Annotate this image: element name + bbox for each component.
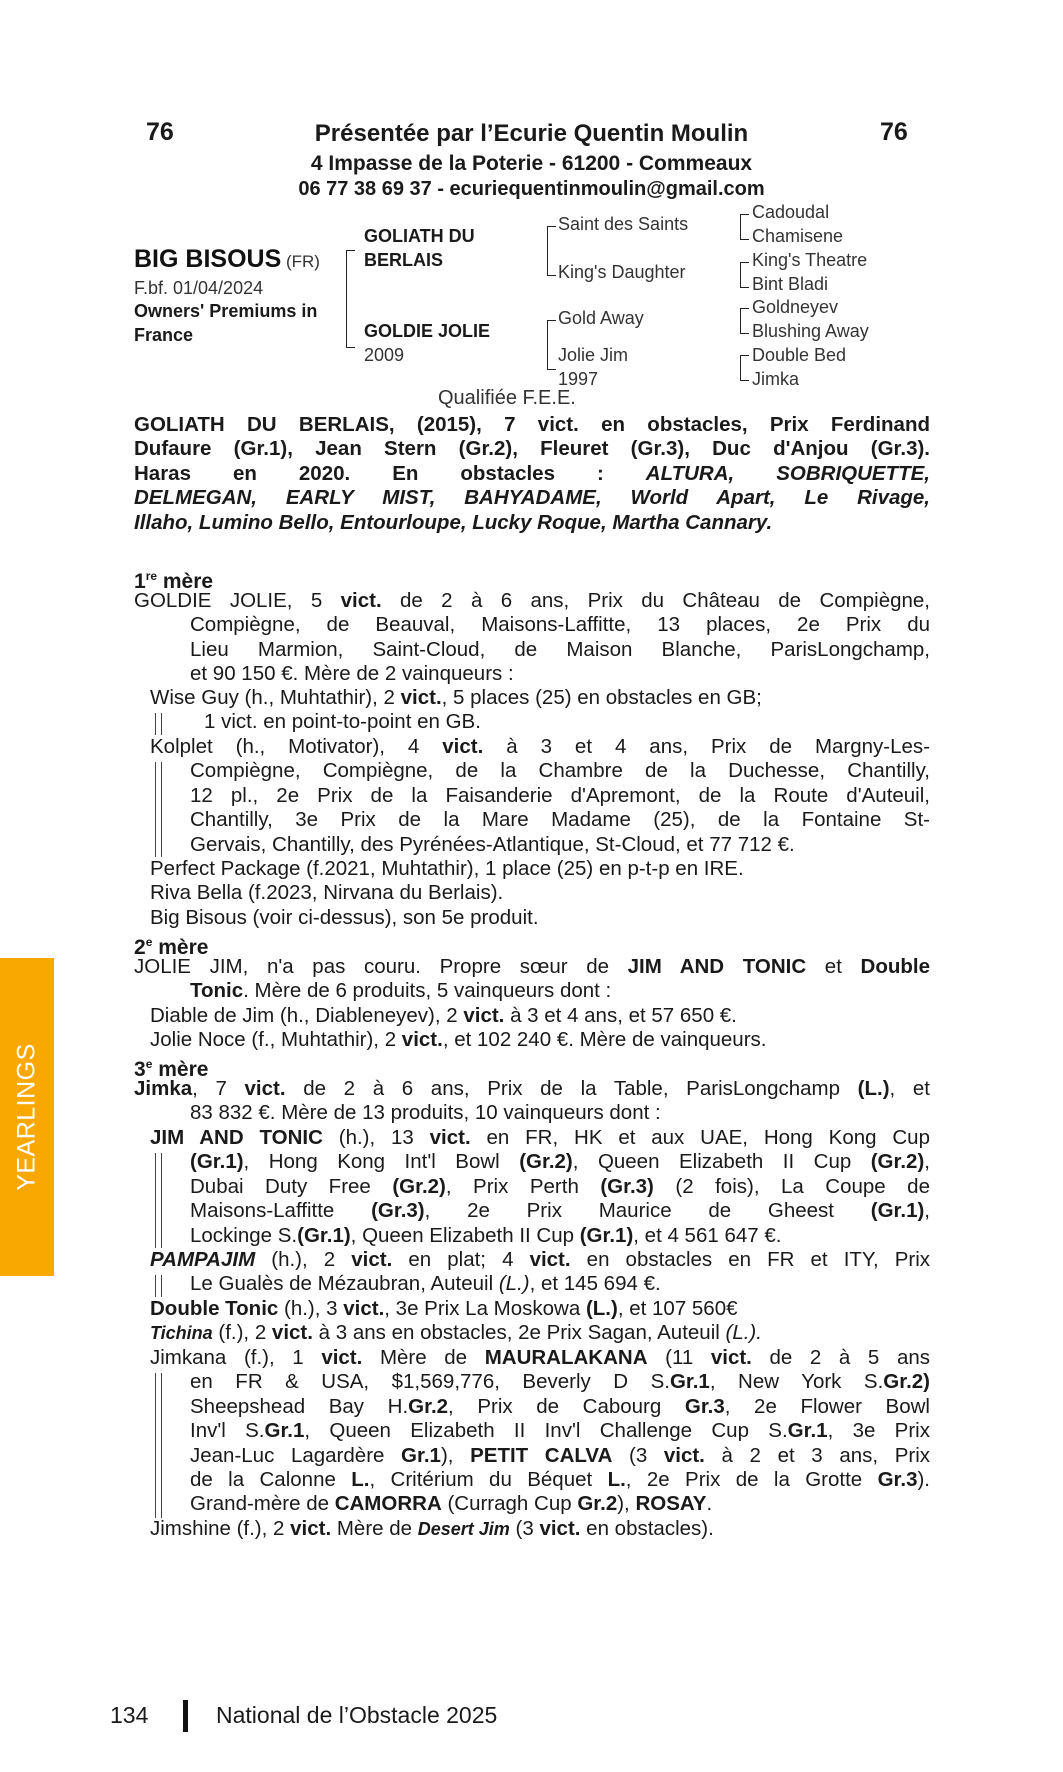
bracket-sire-dam bbox=[346, 250, 355, 348]
horse-details: F.bf. 01/04/2024 bbox=[134, 278, 264, 298]
sire-line-2: BERLAIS bbox=[364, 250, 444, 270]
offspring-diable-de-jim: Diable de Jim (h., Diableneyev), 2 vict. à 3 et 4 ans, et 57 650 €. bbox=[150, 1004, 737, 1027]
ggp-3: King's Theatre bbox=[752, 250, 868, 270]
ggp-2: Chamisene bbox=[752, 226, 844, 246]
presenter: Présentée par l’Ecurie Quentin Moulin bbox=[314, 120, 749, 147]
second-dam-entry: JOLIE JIM, n'a pas couru. Propre sœur de JIM AND TONIC et Double Tonic. Mère de 6 produits, 5 vainqueurs dont : bbox=[134, 955, 930, 1003]
ggp-7: Double Bed bbox=[752, 345, 847, 365]
bracket-g3 bbox=[740, 308, 749, 334]
offspring-pampajim: PAMPAJIM (h.), 2 vict. en plat; 4 vict. en obstacles en FR et ITY, Prix Le Gualès de Mézaubran, Auteuil (L.), et 145 694 €. bbox=[150, 1248, 931, 1296]
second-dam-heading: 2e mère bbox=[134, 935, 209, 959]
offspring-big-bisous: Big Bisous (voir ci-dessus), son 5e produit. bbox=[150, 906, 539, 929]
footer-divider bbox=[183, 1700, 188, 1732]
sire-sire: Saint des Saints bbox=[558, 214, 689, 234]
offspring-jimshine: Jimshine (f.), 2 vict. Mère de Desert Jim (3 vict. en obstacles). bbox=[150, 1517, 714, 1540]
sire-summary: GOLIATH DU BERLAIS, (2015), 7 vict. en obstacles, Prix Ferdinand Dufaure (Gr.1), Jean Stern (Gr.2), Fleuret (Gr.3), Duc d'Anjou (Gr.3). Haras en 2020. En obstacles : ALTURA, SOBRIQUETTE, DELMEGAN, EARLY MIST, BAHYADAME, World Apart, Le Rivage, Illaho, Lumino Bello, Entourloupe, Lucky Roque, Martha Cannary. bbox=[134, 413, 930, 534]
third-dam-heading: 3e mère bbox=[134, 1057, 209, 1081]
dam-sire: Gold Away bbox=[558, 308, 644, 328]
publication-title: National de l’Obstacle 2025 bbox=[216, 1702, 498, 1728]
sire-dam: King's Daughter bbox=[558, 262, 686, 282]
qualification: Qualifiée F.E.E. bbox=[438, 387, 576, 409]
sire-line-1: GOLIATH DU bbox=[364, 226, 475, 246]
bracket-g1 bbox=[740, 214, 749, 240]
bracket-g4 bbox=[740, 355, 749, 381]
dam: GOLDIE JOLIE bbox=[364, 321, 491, 341]
section-tab-label: YEARLINGS bbox=[12, 1043, 41, 1191]
lot-number-right: 76 bbox=[880, 118, 908, 146]
offspring-jolie-noce: Jolie Noce (f., Muhtathir), 2 vict., et 102 240 €. Mère de vainqueurs. bbox=[150, 1028, 767, 1051]
offspring-double-tonic: Double Tonic (h.), 3 vict., 3e Prix La Moskowa (L.), et 107 560€ bbox=[150, 1297, 738, 1320]
bracket-dam-parents bbox=[547, 320, 556, 370]
premium-line-2: France bbox=[134, 325, 194, 345]
first-dam-heading: 1re mère bbox=[134, 569, 214, 593]
dam-dam: Jolie Jim bbox=[558, 345, 629, 365]
first-dam-entry: GOLDIE JOLIE, 5 vict. de 2 à 6 ans, Prix du Château de Compiègne, Compiègne, de Beauval, Maisons-Laffitte, 13 places, 2e Prix du Lieu Marmion, Saint-Cloud, de Maison Blanche, ParisLongchamp, et 90 150 €. Mère de 2 vainqueurs : bbox=[134, 589, 930, 686]
bracket-sire-parents bbox=[547, 226, 556, 276]
dam-year: 2009 bbox=[364, 345, 405, 365]
ggp-1: Cadoudal bbox=[752, 202, 830, 222]
page-number: 134 bbox=[110, 1702, 149, 1728]
offspring-jimkana: Jimkana (f.), 1 vict. Mère de MAURALAKANA (11 vict. de 2 à 5 ans en FR & USA, $1,569,776, Beverly D S.Gr.1, New York S.Gr.2) Sheepshead Bay H.Gr.2, Prix de Cabourg Gr.3, 2e Flower Bowl Inv'l S.Gr.1, Queen Elizabeth II Inv'l Challenge Cup S.Gr.1, 3e Prix Jean-Luc Lagardère Gr.1), PETIT CALVA (3 vict. à 2 et 3 ans, Prix de la Calonne L., Critérium du Béquet L., 2e Prix de la Grotte Gr.3). Grand-mère de CAMORRA (Curragh Cup Gr.2), ROSAY. bbox=[150, 1346, 931, 1516]
offspring-riva-bella: Riva Bella (f.2023, Nirvana du Berlais). bbox=[150, 881, 504, 904]
offspring-jim-and-tonic: JIM AND TONIC (h.), 13 vict. en FR, HK et aux UAE, Hong Kong Cup (Gr.1), Hong Kong Int'l Bowl (Gr.2), Queen Elizabeth II Cup (Gr.2), Dubai Duty Free (Gr.2), Prix Perth (Gr.3) (2 fois), La Coupe de Maisons-Laffitte (Gr.3), 2e Prix Maurice de Gheest (Gr.1), Lockinge S.(Gr.1), Queen Elizabeth II Cup (Gr.1), et 4 561 647 €. bbox=[150, 1126, 930, 1247]
ggp-5: Goldneyev bbox=[752, 297, 839, 317]
ggp-8: Jimka bbox=[752, 369, 800, 389]
lot-number-left: 76 bbox=[146, 118, 174, 146]
horse-name: BIG BISOUS (FR) bbox=[134, 245, 320, 273]
bracket-g2 bbox=[740, 262, 749, 288]
premium-line-1: Owners' Premiums in bbox=[134, 301, 318, 321]
address: 4 Impasse de la Poterie - 61200 - Commeaux bbox=[310, 152, 753, 175]
ggp-4: Bint Bladi bbox=[752, 274, 829, 294]
ggp-6: Blushing Away bbox=[752, 321, 869, 341]
third-dam-entry: Jimka, 7 vict. de 2 à 6 ans, Prix de la Table, ParisLongchamp (L.), et 83 832 €. Mère de 13 produits, 10 vainqueurs dont : bbox=[134, 1077, 930, 1125]
section-tab bbox=[0, 958, 54, 1276]
offspring-tichina: Tichina (f.), 2 vict. à 3 ans en obstacles, 2e Prix Sagan, Auteuil (L.). bbox=[150, 1321, 762, 1344]
contact: 06 77 38 69 37 - ecuriequentinmoulin@gmail.com bbox=[298, 178, 765, 200]
offspring-wise-guy: Wise Guy (h., Muhtathir), 2 vict., 5 places (25) en obstacles en GB; 1 vict. en point-to-point en GB. bbox=[150, 686, 762, 734]
dam-dam-year: 1997 bbox=[558, 369, 599, 389]
offspring-perfect-package: Perfect Package (f.2021, Muhtathir), 1 place (25) en p-t-p en IRE. bbox=[150, 857, 744, 880]
offspring-kolplet: Kolplet (h., Motivator), 4 vict. à 3 et 4 ans, Prix de Margny-Les- Compiègne, Compiègne, de la Chambre de la Duchesse, Chantilly, 12 pl., 2e Prix de la Faisanderie d'Apremont, de la Route d'Auteuil, Chantilly, 3e Prix de la Mare Madame (25), de la Fontaine St- Gervais, Chantilly, des Pyrénées-Atlantique, St-Cloud, et 77 712 €. bbox=[150, 735, 931, 856]
horse-country: (FR) bbox=[285, 252, 320, 271]
